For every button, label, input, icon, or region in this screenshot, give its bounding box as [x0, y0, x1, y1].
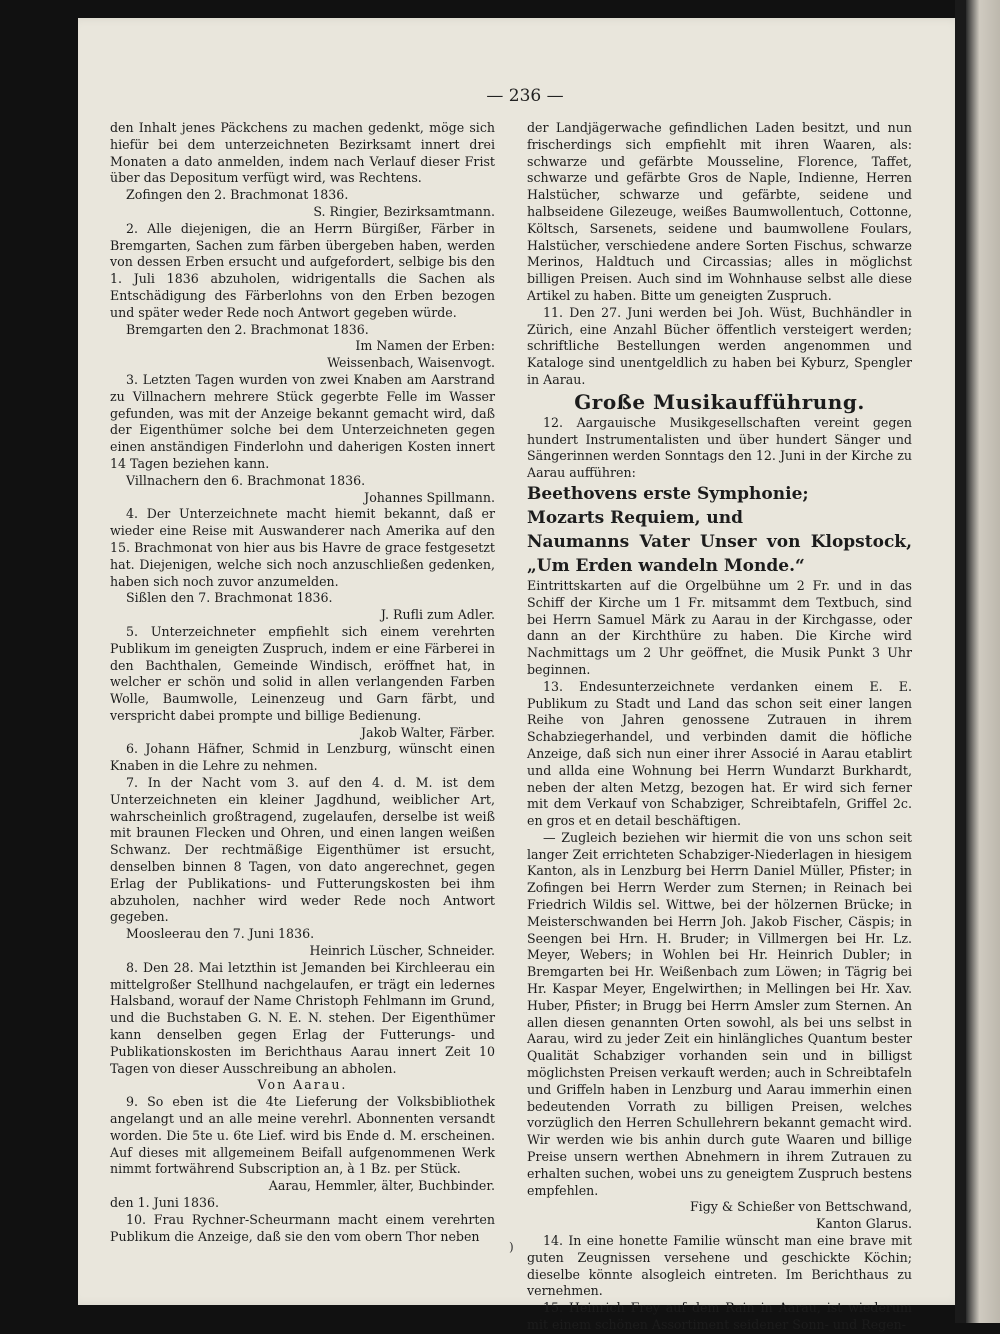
notice-10-text: 10. Frau Rychner-Scheurmann macht einem verehrten Publikum die Anzeige, daß sie den vom obern Thor neben: [110, 1211, 495, 1244]
notice-9-signature: Aarau, Hemmler, älter, Buchbinder.: [268, 1178, 495, 1194]
notice-5-text: 5. Unterzeichneter empfiehlt sich einem verehrten Publikum im geneigten Zuspruch, indem er eine Färberei in den Bachthalen, Gemeinde Windisch, eröffnet hat, in welcher er schön und solid in allen verlangenden Farben Wolle, Baumwolle, Leinenzeug und Garn färbt, und verspricht dabei prompte und billige Bedienung.: [110, 623, 495, 723]
notice-4-text: 4. Der Unterzeichnete macht hiemit bekannt, daß er wieder eine Reise mit Auswanderer nach Amerika auf den 15. Brachmonat von hier aus bis Havre de grace festgesetzt hat. Diejenigen, welche sich noch anzuschließen gedenken, haben sich noch zuvor anzumelden.: [110, 506, 495, 589]
notice-2-signature-line-1: Im Namen der Erben:: [355, 338, 495, 354]
concert-program-3: Naumanns Vater Unser von Klopstock, „Um Erden wandeln Monde.“: [527, 531, 912, 576]
notice-1-signature: S. Ringier, Bezirksamtmann.: [313, 203, 495, 219]
notice-10-continued: der Landjägerwache gefindlichen Laden besitzt, und nun frischerdings sich empfiehlt mit ihren Waaren, als: schwarze und gefärbte Mousseline, Florence, Taffet, schwarze und gefärbte Gros de Naple, Indienne, Herren Halstücher, schwarze und gefärbte, seidene und halbseidene Gilezeuge, weißes Baumwollentuch, Cottonne, Költsch, Sarsenets, seidene und baumwollene Foulars, Halstücher, verschiedene andere Sorten Fischus, schwarze Merinos, Haldtuch und Circassias; alles in möglichst billigen Preisen. Auch sind im Wohnhause selbst alle diese Artikel zu haben. Bitte um geneigten Zuspruch.: [527, 120, 912, 303]
notice-1-place-date: Zofingen den 2. Brachmonat 1836.: [126, 187, 349, 203]
notice-13-continued: — Zugleich beziehen wir hiermit die von uns schon seit langer Zeit errichteten Schabziger-Niederlagen in hiesigem Kanton, als in Lenzburg bei Herrn Daniel Müller, Pfister; in Zofingen bei Herrn Werder zum Sternen; in Reinach bei Friedrich Wildis sel. Wittwe, bei der hölzernen Brücke; in Meisterschwanden bei Herrn Joh. Jakob Fischer, Cäspis; in Seengen bei Hrn. H. Bruder; in Villmergen bei Hr. Lz. Meyer, Webers; in Wohlen bei Hr. Heinrich Dubler; in Bremgarten bei Hr. Weißenbach zum Löwen; in Tägrig bei Hr. Kaspar Meyer, Engelwirthen; in Mellingen bei Hr. Xav. Huber, Pfister; in Brugg bei Herrn Amsler zum Sternen. An allen diesen genannten Orten sowohl, als bei uns selbst in Aarau, wird zu jeder Zeit ein hinlängliches Quantum bester Qualität Schabziger vorhanden sein und in billigst möglichsten Preisen verkauft werden; auch in Schreibtafeln und Griffeln haben in Lenzburg und Aarau immerhin einen bedeutenden Vorrath zu billigen Preisen, welches vorzüglich den Herren Schullehrern bekannt gemacht wird. Wir werden wie bis anhin durch gute Waaren und billige Preise unsern werthen Abnehmern in ihrem Zutrauen zu erhalten suchen, wobei uns zu geneigtem Zuspruch bestens empfehlen.: [527, 829, 912, 1198]
notice-13-text: 13. Endesunterzeichnete verdanken einem E. E. Publikum zu Stadt und Land das schon seit einer langen Reihe von Jahren genossene Zutrauen in ihrem Schabziegerhandel, und verbinden damit die höfliche Anzeige, daß sich nun einer ihrer Associé in Aarau etablirt und allda eine Wohnung bei Herrn Wundarzt Burkhardt, neben der alten Metzg, bezogen hat. Er wird sich ferner mit dem Verkauf von Schabziger, Schreibtafeln, Griffel 2c. en gros et en detail beschäftigen.: [527, 678, 912, 829]
notice-7-signature: Heinrich Lüscher, Schneider.: [309, 943, 495, 959]
notice-6-text: 6. Johann Häfner, Schmid in Lenzburg, wünscht einen Knaben in die Lehre zu nehmen.: [110, 741, 495, 774]
notice-8-from: Von Aarau.: [257, 1077, 348, 1093]
notice-14-text: 14. In eine honette Familie wünscht man eine brave mit guten Zeugnissen versehene und geschickte Köchin; dieselbe könnte alsogleich eintreten. Im Berichthaus zu vernehmen.: [527, 1233, 912, 1299]
concert-heading: Große Musikaufführung.: [574, 389, 865, 414]
book-gutter: [955, 0, 966, 1323]
notice-11-text: 11. Den 27. Juni werden bei Joh. Wüst, Buchhändler in Zürich, eine Anzahl Bücher öffentlich versteigert werden; schriftliche Bestellungen werden angenommen und Kataloge sind unentgeldlich zu haben bei Kyburz, Spengler in Aarau.: [527, 304, 912, 387]
notice-3-place-date: Villnachern den 6. Brachmonat 1836.: [126, 472, 366, 488]
notice-15-text: 15. Heinrich Frey auf dem Rain in Aarau, ist wiederum mit einem schönen Assortiment seidener Sonn- und Regen-: [527, 1300, 912, 1332]
notice-8-text: 8. Den 28. Mai letzthin ist Jemanden bei Kirchleerau ein mittelgroßer Stellhund nachgelaufen, er trägt ein ledernes Halsband, worauf der Name Christoph Fehlmann im Grund, und die Buchstaben G. N. E. N. stehen. Der Eigenthümer kann denselben gegen Erlag der Futterungs- und Publikationskosten im Berichthaus Aarau innert Zeit 10 Tagen von dieser Ausschreibung an abholen.: [110, 959, 495, 1076]
notice-1-text: den Inhalt jenes Päckchens zu machen gedenkt, möge sich hiefür bei dem unterzeichneten Bezirksamt innert drei Monaten a dato anmelden, indem nach Verlauf dieser Frist über das Depositum verfügt wird, was Rechtens.: [110, 120, 495, 186]
notice-4-place-date: Sißlen den 7. Brachmonat 1836.: [126, 590, 333, 606]
right-column: [527, 120, 912, 1332]
stray-print-mark: ): [509, 1240, 514, 1254]
notice-13-signature-line-2: Kanton Glarus.: [816, 1216, 912, 1232]
page-number: — 236 —: [486, 86, 564, 106]
notice-9-date: den 1. Juni 1836.: [110, 1195, 220, 1210]
concert-program-1: Beethovens erste Symphonie;: [527, 483, 809, 504]
notice-12-details: Eintrittskarten auf die Orgelbühne um 2 Fr. und in das Schiff der Kirche um 1 Fr. mitsammt dem Textbuch, sind bei Herrn Samuel Märk zu Aarau in der Kirchgasse, oder dann an der Kirchthüre zu haben. Die Kirche wird Nachmittags um 2 Uhr geöffnet, die Musik Punkt 3 Uhr beginnen.: [527, 577, 912, 677]
notice-9-text: 9. So eben ist die 4te Lieferung der Volksbibliothek angelangt und an alle meine verehrl. Abonnenten versandt worden. Die 5te u. 6te Lief. wird bis Ende d. M. erscheinen. Auf dieses mit allgemeinem Beifall aufgenommenen Werk nimmt fortwährend Subscription an, à 1 Bz. per Stück.: [110, 1094, 495, 1177]
notice-13-signature-line-1: Figy & Schießer von Bettschwand,: [689, 1199, 912, 1215]
notice-12-text: 12. Aargauische Musikgesellschaften vereint gegen hundert Instrumentalisten und über hundert Sänger und Sängerinnen werden Sonntags den 12. Juni in der Kirche zu Aarau aufführen:: [527, 414, 912, 481]
notice-7-text: 7. In der Nacht vom 3. auf den 4. d. M. ist dem Unterzeichneten ein kleiner Jagdhund, weiblicher Art, wahrscheinlich großtragend, zugelaufen, derselbe ist weiß mit braunen Flecken und Ohren, und einen langen weißen Schwanz. Der rechtmäßige Eigenthümer ist ersucht, denselben binnen 8 Tagen, von dato angerechnet, gegen Erlag der Publikations- und Futterungskosten bei ihm abzuholen, nachher wird weder Rede noch Antwort gegeben.: [110, 775, 495, 925]
notice-2-place-date: Bremgarten den 2. Brachmonat 1836.: [126, 321, 369, 337]
notice-7-place-date: Moosleerau den 7. Juni 1836.: [126, 926, 315, 942]
notice-2-text: 2. Alle diejenigen, die an Herrn Bürgißer, Färber in Bremgarten, Sachen zum färben übergeben haben, werden von dessen Erben ersucht und aufgefordert, selbige bis den 1. Juli 1836 abzuholen, widrigentalls die Sachen als Entschädigung des Färberlohns von den Erben bezogen und später weder Rede noch Antwort gegeben würde.: [110, 220, 495, 320]
notice-3-signature: Johannes Spillmann.: [364, 489, 495, 505]
notice-4-signature: J. Rufli zum Adler.: [380, 607, 495, 623]
notice-3-text: 3. Letzten Tagen wurden von zwei Knaben am Aarstrand zu Villnachern mehrere Stück gegerbte Felle im Wasser gefunden, was mit der Anzeige bekannt gemacht wird, daß der Eigenthümer solche bei dem Unterzeichneten gegen einen anständigen Finderlohn und daherigen Kosten innert 14 Tagen beziehen kann.: [110, 371, 495, 471]
notice-5-signature: Jakob Walter, Färber.: [361, 724, 495, 740]
left-column: [110, 120, 495, 1244]
notice-2-signature-line-2: Weissenbach, Waisenvogt.: [327, 355, 495, 371]
concert-program-2: Mozarts Requiem, und: [527, 507, 744, 528]
adjacent-page-edge: [966, 0, 1000, 1323]
